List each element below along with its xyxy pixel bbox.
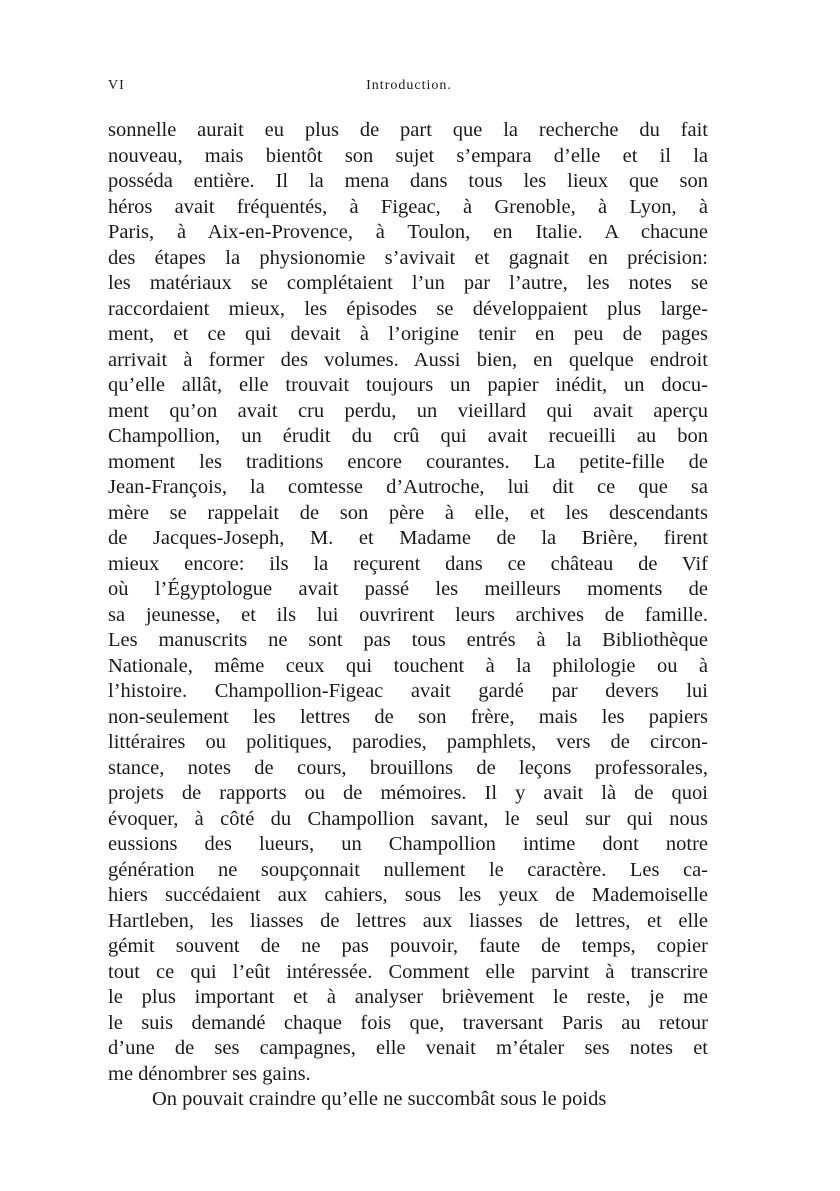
- text-line: non-seulement les lettres de son frère, mais les papiers: [108, 705, 708, 728]
- text-line: qu’elle allât, elle trouvait toujours un papier inédit, un docu-: [108, 374, 708, 396]
- running-title: Introduction.: [366, 78, 452, 93]
- text-line: gémit souvent de ne pas pouvoir, faute de temps, copier: [108, 935, 708, 957]
- body-text: [108, 118, 708, 1113]
- text-line: tout ce qui l’eût intéressée. Comment elle parvint à transcrire: [108, 960, 708, 983]
- text-line: le plus important et à analyser brièvement le reste, je me: [108, 986, 708, 1008]
- text-line: raccordaient mieux, les épisodes se développaient plus large-: [108, 297, 708, 320]
- text-line: projets de rapports ou de mémoires. Il y avait là de quoi: [108, 782, 708, 804]
- paragraph-start-line: On pouvait craindre qu’elle ne succombât sous le poids: [152, 1088, 607, 1110]
- text-line: Jean-François, la comtesse d’Autroche, lui dit ce que sa: [108, 476, 708, 498]
- text-line: Nationale, même ceux qui touchent à la philologie ou à: [108, 654, 708, 677]
- text-line: sa jeunesse, et ils lui ouvrirent leurs archives de famille.: [108, 603, 708, 626]
- paragraph-end-line: me dénombrer ses gains.: [108, 1062, 311, 1085]
- page-header: [108, 78, 710, 102]
- text-line: Hartleben, les liasses de lettres aux liasses de lettres, et elle: [108, 909, 708, 932]
- text-line: héros avait fréquentés, à Figeac, à Grenoble, à Lyon, à: [108, 195, 708, 218]
- page-number: VI: [108, 78, 125, 93]
- text-line: ment, et ce qui devait à l’origine tenir en peu de pages: [108, 323, 708, 345]
- text-line: stance, notes de cours, brouillons de leçons professorales,: [108, 756, 708, 779]
- text-line: les matériaux se complétaient l’un par l’autre, les notes se: [108, 272, 708, 294]
- text-line: Les manuscrits ne sont pas tous entrés à la Bibliothèque: [108, 629, 708, 651]
- text-line: sonnelle aurait eu plus de part que la recherche du fait: [108, 119, 708, 141]
- text-line: de Jacques-Joseph, M. et Madame de la Brière, firent: [108, 527, 708, 549]
- text-line: où l’Égyptologue avait passé les meilleurs moments de: [108, 578, 708, 600]
- text-line: littéraires ou politiques, parodies, pamphlets, vers de circon-: [108, 731, 708, 753]
- text-line: ment qu’on avait cru perdu, un vieillard qui avait aperçu: [108, 399, 708, 422]
- text-line: le suis demandé chaque fois que, traversant Paris au retour: [108, 1011, 708, 1034]
- text-line: mieux encore: ils la reçurent dans ce château de Vif: [108, 552, 708, 575]
- text-line: d’une de ses campagnes, elle venait m’étaler ses notes et: [108, 1037, 708, 1059]
- text-line: évoquer, à côté du Champollion savant, le seul sur qui nous: [108, 807, 708, 830]
- text-line: arrivait à former des volumes. Aussi bien, en quelque endroit: [108, 348, 708, 371]
- text-line: des étapes la physionomie s’avivait et gagnait en précision:: [108, 246, 708, 269]
- text-line: Champollion, un érudit du crû qui avait recueilli au bon: [108, 425, 708, 447]
- text-line: posséda entière. Il la mena dans tous les lieux que son: [108, 170, 708, 192]
- text-line: l’histoire. Champollion-Figeac avait gardé par devers lui: [108, 680, 708, 702]
- text-line: eussions des lueurs, un Champollion intime dont notre: [108, 833, 708, 855]
- text-line: hiers succédaient aux cahiers, sous les yeux de Mademoiselle: [108, 884, 708, 906]
- text-line: moment les traditions encore courantes. La petite-fille de: [108, 450, 708, 473]
- text-line: génération ne soupçonnait nullement le caractère. Les ca-: [108, 858, 708, 881]
- text-line: Paris, à Aix-en-Provence, à Toulon, en Italie. A chacune: [108, 221, 708, 243]
- text-line: nouveau, mais bientôt son sujet s’empara d’elle et il la: [108, 144, 708, 167]
- text-line: mère se rappelait de son père à elle, et les descendants: [108, 501, 708, 524]
